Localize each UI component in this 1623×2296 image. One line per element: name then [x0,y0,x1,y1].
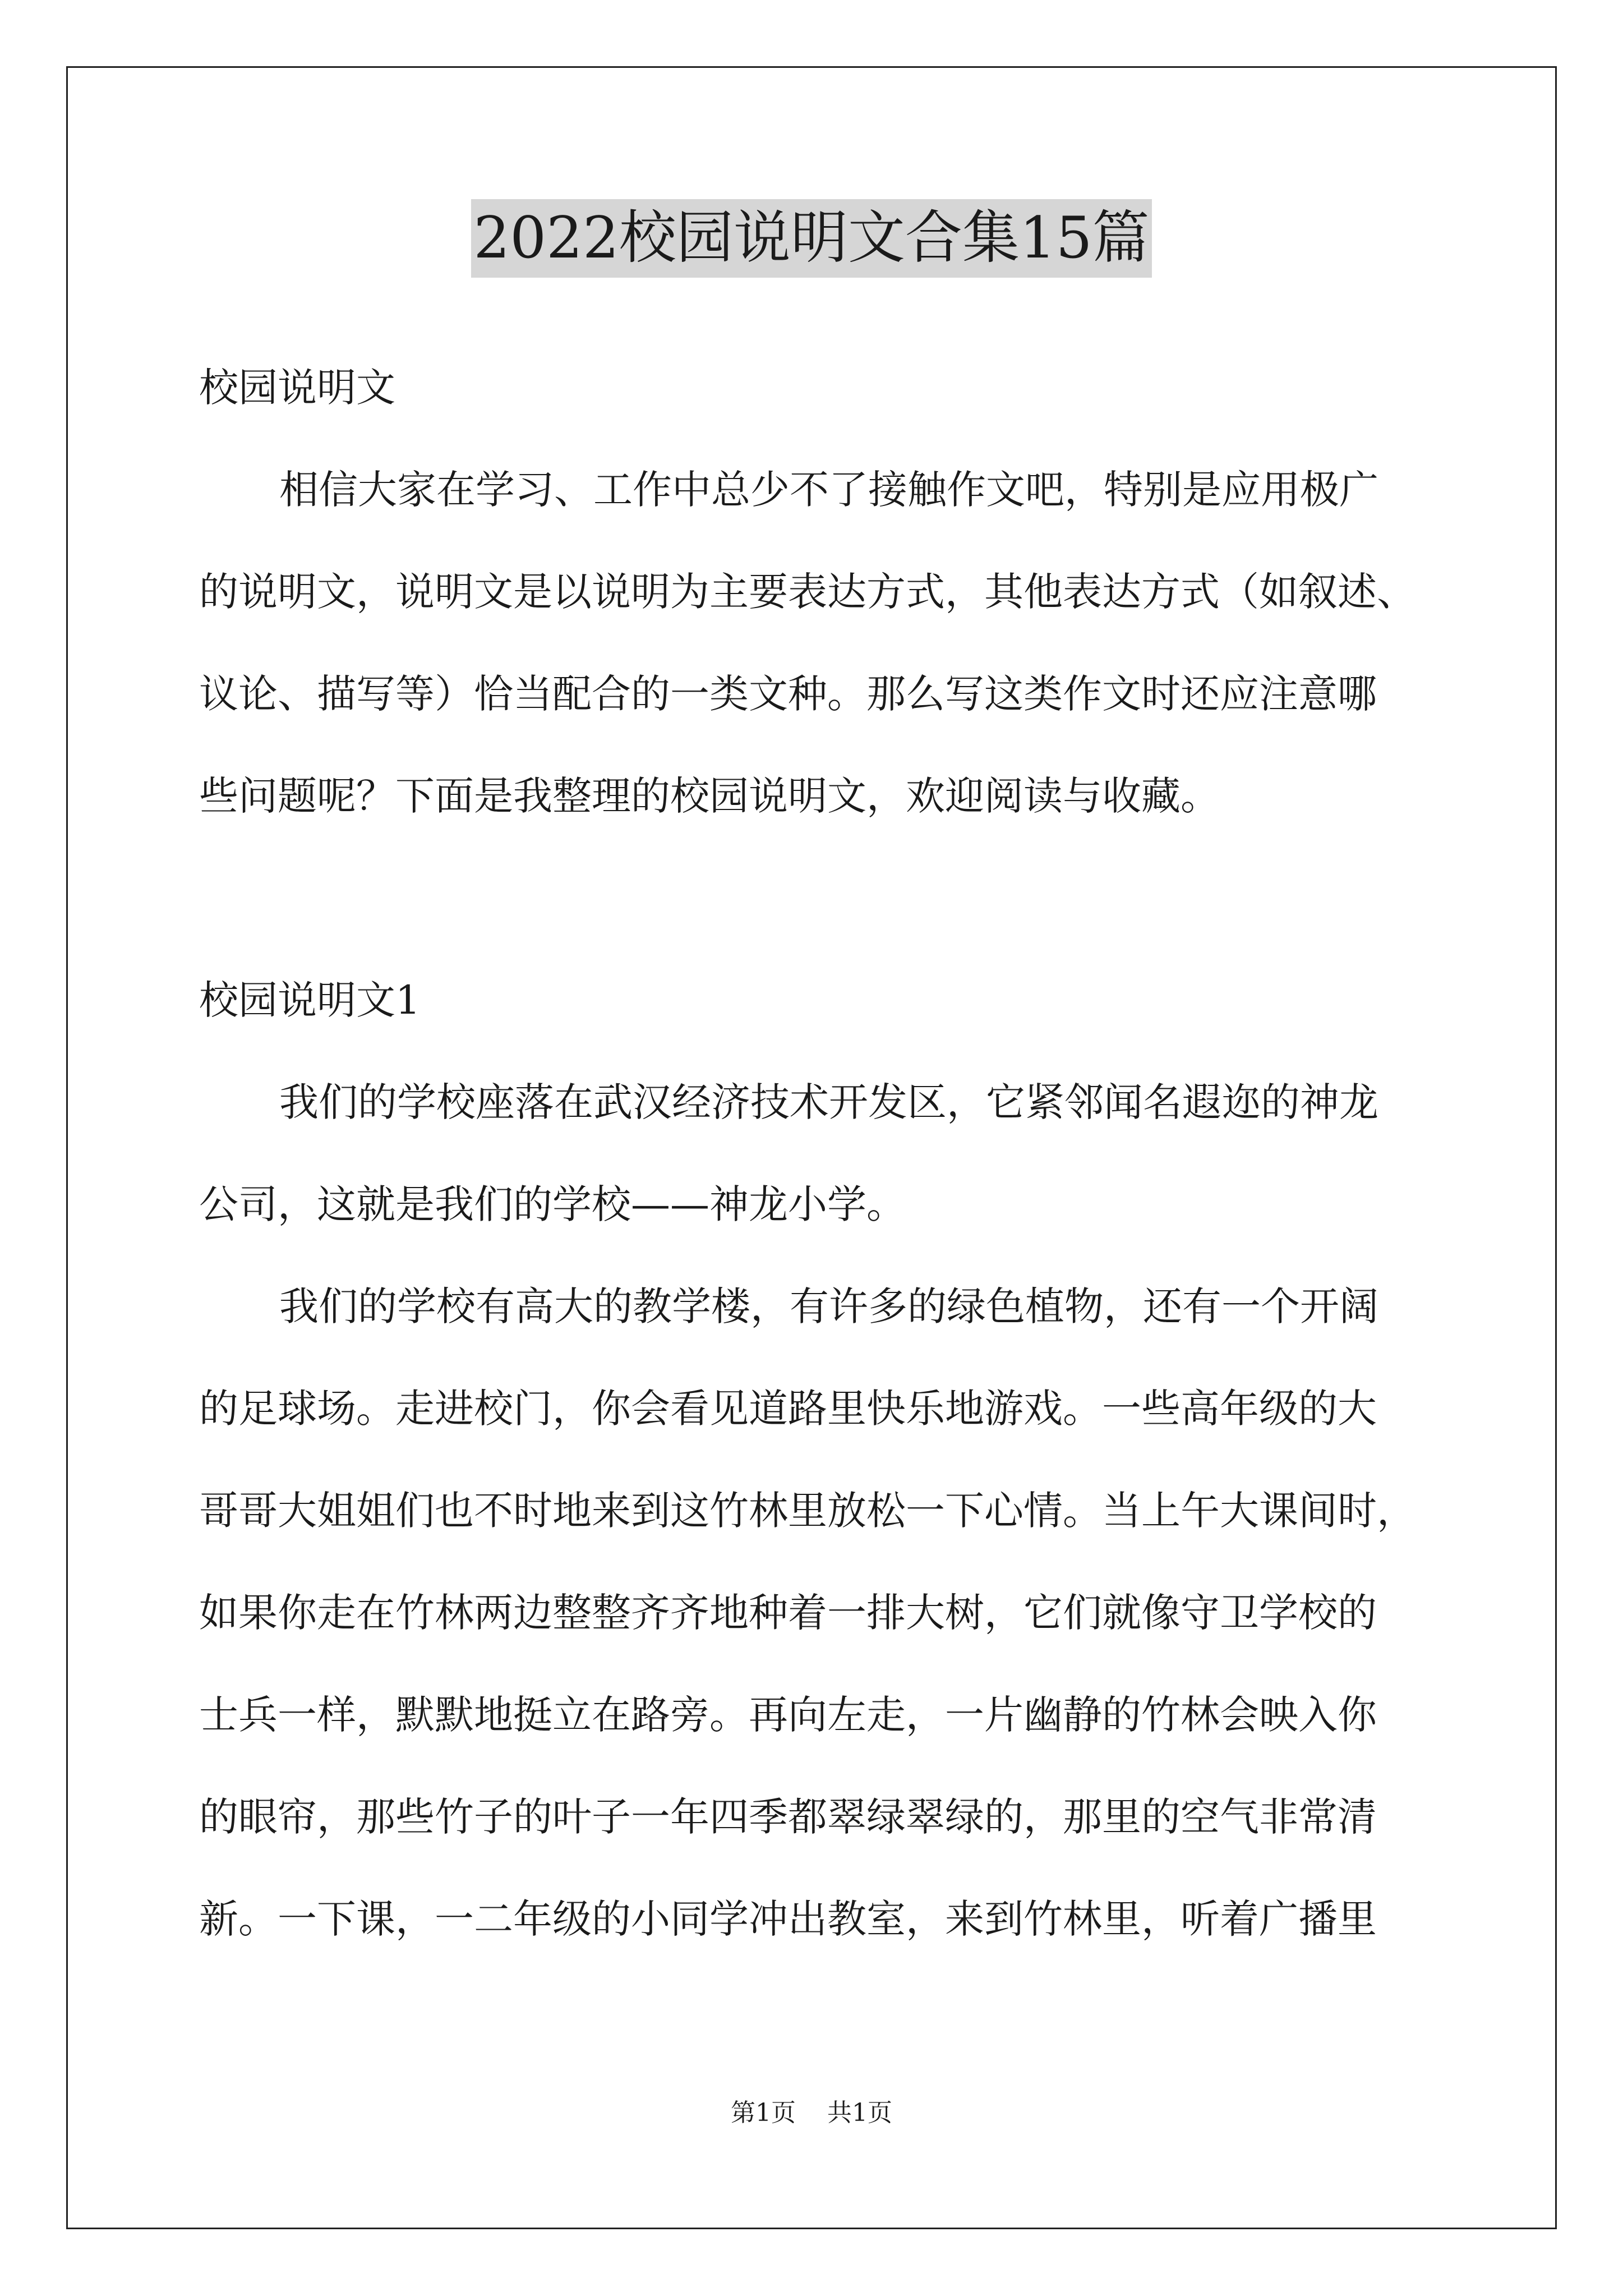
intro-line: 议论、描写等）恰当配合的一类文种。那么写这类作文时还应注意哪 [199,671,1377,717]
document-body [199,337,1427,1970]
intro-line: 相信大家在学习、工作中总少不了接触作文吧，特别是应用极广 [279,467,1378,513]
page-number: 第1页 [731,2099,796,2127]
section1-p2-line: 的足球场。走进校门，你会看见道路里快乐地游戏。一些高年级的大 [199,1386,1377,1432]
section1-p2-line: 士兵一样，默默地挺立在路旁。再向左走，一片幽静的竹林会映入你 [199,1692,1377,1738]
section1-p2-line: 的眼帘，那些竹子的叶子一年四季都翠绿翠绿的，那里的空气非常清 [199,1794,1377,1840]
section1-p1-line: 我们的学校座落在武汉经济技术开发区，它紧邻闻名遐迩的神龙 [279,1079,1378,1125]
intro-heading: 校园说明文 [199,365,395,411]
section1-p2-line: 哥哥大姐姐们也不时地来到这竹林里放松一下心情。当上午大课间时， [199,1488,1416,1534]
section-gap [199,847,1427,949]
section1-p2-line: 如果你走在竹林两边整整齐齐地种着一排大树，它们就像守卫学校的 [199,1590,1377,1636]
intro-line: 的说明文，说明文是以说明为主要表达方式，其他表达方式（如叙述、 [199,569,1416,615]
section1-p1-line: 公司，这就是我们的学校——神龙小学。 [199,1181,906,1227]
section1-p2-line: 我们的学校有高大的教学楼，有许多的绿色植物，还有一个开阔 [279,1283,1378,1329]
section1-heading: 校园说明文1 [199,977,421,1023]
document-title: 2022校园说明文合集15篇 [471,199,1151,278]
title-container [0,199,1623,278]
page-total: 共1页 [827,2099,892,2127]
page-footer [0,2092,1623,2128]
section1-p2-line: 新。一下课，一二年级的小同学冲出教室，来到竹林里，听着广播里 [199,1896,1377,1942]
intro-line: 些问题呢？下面是我整理的校园说明文，欢迎阅读与收藏。 [199,773,1220,819]
